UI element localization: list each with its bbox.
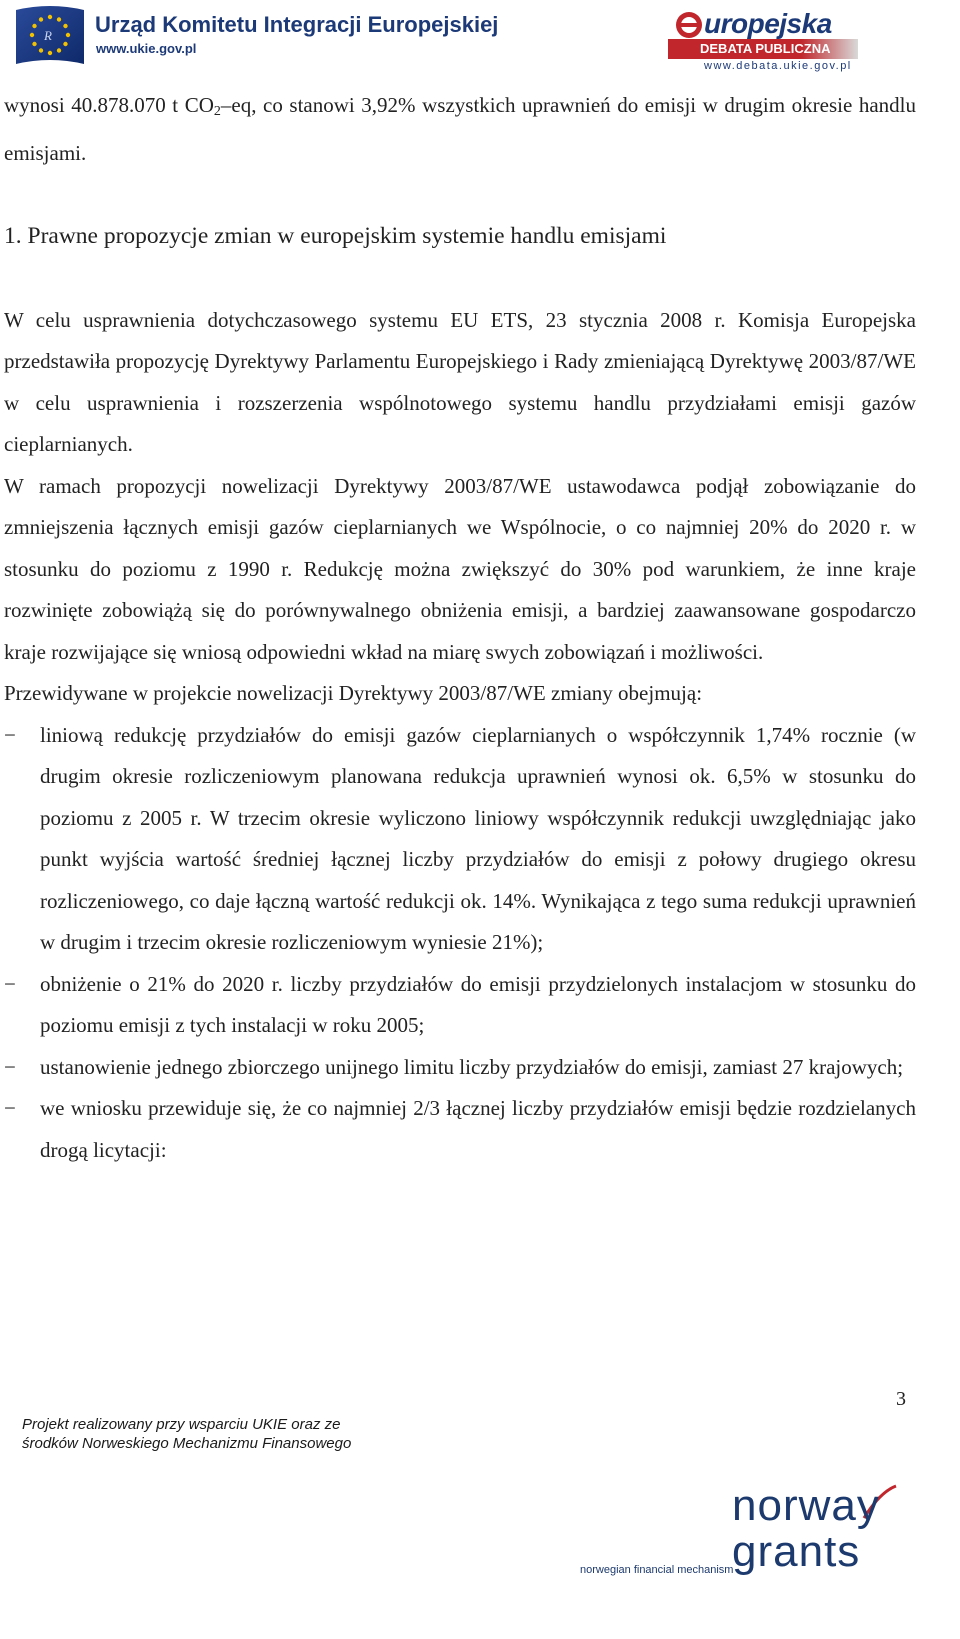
debata-title: uropejska: [704, 8, 832, 39]
grants-word: grants: [732, 1527, 861, 1576]
list-item-text: liniową redukcję przydziałów do emisji gazów cieplarnianych o współczynnik 1,74% rocznie (w drugim okresie rozliczeniowym planowana redukcja uprawnień wynosi ok. 6,5% w stosunku do poziomu z 2005 r. W trzecim okresie wyliczono liniowy współczynnik redukcji uwzględniając jako punkt wyjścia wartość średniej łącznej liczby przydziałów do emisji z połowy drugiego okresu rozliczeniowego, co daje łączną wartość redukcji ok. 14%. Wynikająca z tego suma redukcji uprawnień w drugim i trzecim okresie rozliczeniowym wyniesie 21%);: [40, 722, 916, 954]
intro-text-after: –eq, co stanowi 3,92% wszystkich uprawnień do emisji w drugim okresie handlu emisjami.: [4, 93, 917, 165]
list-item: [4, 1088, 916, 1171]
intro-text-before: wynosi 40.878.070 t CO: [4, 93, 214, 117]
list-marker: −: [4, 971, 16, 996]
page-header: [0, 0, 960, 75]
list-item: [4, 1047, 916, 1089]
list-marker: −: [4, 722, 16, 747]
list-item: [4, 715, 916, 964]
eu-flag-logo: [14, 4, 86, 70]
debata-e-icon: [674, 10, 704, 40]
svg-text:R: R: [44, 28, 52, 43]
list-item-text: we wniosku przewiduje się, że co najmniej 2/3 łącznej liczby przydziałów emisji będzie rozdzielanych drogą licytacji:: [40, 1096, 916, 1162]
ukie-title: Urząd Komitetu Integracji Europejskiej: [95, 12, 499, 37]
norway-word: norway: [732, 1481, 880, 1530]
list-marker: −: [4, 1096, 16, 1120]
footer-note: [22, 1415, 351, 1453]
norway-grants-logo: [560, 1480, 930, 1630]
list-item-text: obniżenie o 21% do 2020 r. liczby przydziałów do emisji przydzielonych instalacjom w stosunku do poziomu emisji z tych instalacji w roku 2005;: [40, 971, 916, 1037]
list-marker: −: [4, 1054, 16, 1079]
list-item-text: ustanowienie jednego zbiorczego unijnego limitu liczby przydziałów do emisji, zamiast 27 krajowych;: [40, 1054, 904, 1079]
intro-subscript: 2: [213, 104, 221, 119]
paragraph-3: Przewidywane w projekcie nowelizacji Dyrektywy 2003/87/WE zmiany obejmują:: [4, 681, 703, 705]
paragraph-2: W ramach propozycji nowelizacji Dyrektywy 2003/87/WE ustawodawca podjął zobowiązanie do zmniejszenia łącznych emisji gazów cieplarnianych we Wspólnocie, o co najmniej 20% do 2020 r. w stosunku do poziomu z 1990 r. Redukcję można zwiększyć do 30% pod warunkiem, że inne kraje rozwinięte zobowiążą się do porównywalnego obniżenia emisji, a bardziej zaawansowane gospodarczo kraje rozwijające się wniosą odpowiedni wkład na miarę swych zobowiązań i możliwości.: [4, 473, 916, 664]
debata-logo: [668, 4, 908, 70]
list-item: [4, 964, 916, 1047]
debata-url: www.debata.ukie.gov.pl: [704, 60, 852, 72]
document-body: [4, 85, 916, 1171]
section-heading: 1. Prawne propozycje zmian w europejskim systemie handlu emisjami: [4, 223, 667, 249]
page-number: 3: [896, 1388, 906, 1410]
ukie-url: www.ukie.gov.pl: [96, 41, 197, 56]
footer-note-line-1: Projekt realizowany przy wsparciu UKIE oraz ze: [22, 1416, 341, 1433]
intro-paragraph: [4, 85, 916, 174]
footer-note-line-2: środków Norweskiego Mechanizmu Finansowego: [22, 1435, 352, 1452]
debata-subtitle: DEBATA PUBLICZNA: [700, 41, 831, 56]
norway-caption: norwegian financial mechanism: [580, 1564, 734, 1576]
changes-list: [4, 715, 916, 1172]
paragraph-1: W celu usprawnienia dotychczasowego systemu EU ETS, 23 stycznia 2008 r. Komisja Europejska przedstawiła propozycję Dyrektywy Parlamentu Europejskiego i Rady zmieniającą Dyrektywę 2003/87/WE w celu usprawnienia i rozszerzenia wspólnotowego systemu handlu przydziałami emisji gazów cieplarnianych.: [4, 307, 916, 456]
